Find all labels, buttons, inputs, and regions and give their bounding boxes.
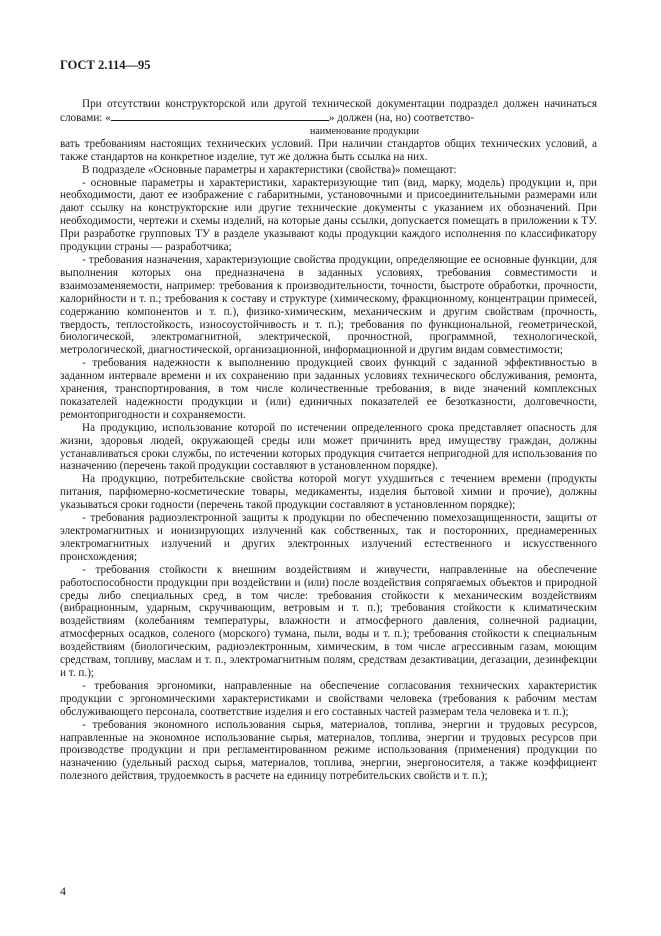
paragraph: - требования надежности к выполнению продукцией своих функций с заданной эффективностью в заданном интервале времени и их сохранению при заданных условиях технического обслуживания, ремонта, хранения, транспортирования, в том числе количественные требования, в виде значений комплексных показателей надежности продукции и (или) единичных показателей ее безотказности, долговечности, ремонтопригодности и сохраняемости. bbox=[60, 357, 597, 421]
paragraph: - требования стойкости к внешним воздействиям и живучести, направленные на обеспечение работоспособности продукции при воздействии и (или) после воздействия сопрягаемых объектов и природной среды либо специальных сред, в том числе: требования стойкости к механическим воздействиям (вибрационным, ударным, скручивающим, ветровым и т. п.); требования стойкости к климатическим воздействиям (колебаниям температуры, влажности и атмосферного давления, солнечной радиации, атмосферных осадков, соленого (морского) тумана, пыли, воды и т. п.); требования стойкости к специальным воздействиям (биологическим, радиоэлектронным, химическим, в том числе агрессивным газам, моющим средствам, топливу, маслам и т. п., электромагнитным полям, средствам дезактивации, дегазации, дезинфекции и т. п.); bbox=[60, 563, 597, 679]
document-header: ГОСТ 2.114—95 bbox=[60, 58, 151, 72]
page-number: 4 bbox=[60, 884, 66, 898]
paragraph-intro-cont: вать требованиям настоящих технических условий. При наличии стандартов общих технических условий, а также стандартов на конкретное изделие, тут же должна быть ссылка на них. bbox=[60, 137, 597, 163]
paragraph: В подразделе «Основные параметры и характеристики (свойства)» помещают: bbox=[82, 163, 457, 176]
paragraph: - требования эргономики, направленные на обеспечение согласования технических характеристик продукции с эргономическими характеристиками и свойствами человека (требования к рабочим местам обслуживающего персонала, соответствие изделия и его составных частей размерам тела человека и т. п.); bbox=[60, 679, 597, 718]
paragraph: - требования назначения, характеризующие свойства продукции, определяющие ее основные функции, для выполнения которых она предназначена в заданных условиях, требования совместимости и взаимозаменяемости, например: требования к производительности, точности, быстроте обработки, прочности, калорийности и т. п.; требования к составу и структуре (химическому, фракционному, концентрации примесей, содержанию компонентов и т. п.), физико-химическим, механическим и другим свойствам (прочность, твердость, теплостойкость, износоустойчивость и т. п.); требования по функциональной, геометрической, биологической, электромагнитной, электрической, прочностной, программной, технологической, метрологической, диагностической, организационной, информационной и другим видам совместимости; bbox=[60, 253, 597, 357]
paragraph-text: должен (на, но) соответство- bbox=[337, 111, 475, 124]
paragraph: На продукцию, потребительские свойства которой могут ухудшиться с течением времени (продукты питания, парфюмерно-косметические товары, медикаменты, изделия бытовой химии и прочие), должны указываться сроки годности (перечень такой продукции составляют в установленном порядке); bbox=[60, 473, 597, 512]
paragraph-intro: При отсутствии конструкторской или другой технической документации подраздел должен начинаться словами: « » должен (на, но) соответство- наименование продукции bbox=[60, 98, 597, 137]
paragraph: На продукцию, использование которой по истечении определенного срока представляет опасность для жизни, здоровья людей, окружающей среды или может причинить вред имуществу граждан, должны устанавливаться сроки службы, по истечении которых продукция считается непригодной для использования по назначению (перечень такой продукции составляют в установленном порядке). bbox=[60, 421, 597, 473]
document-body bbox=[60, 98, 597, 783]
paragraph-text: При отсутствии конструкторской или другой технической документации подраздел должен начинаться словами: « bbox=[60, 98, 597, 124]
paragraph: - основные параметры и характеристики, характеризующие тип (вид, марку, модель) продукции и, при необходимости, дают ее изображение с габаритными, установочными и присоединительными размерами или дают ссылку на конструкторские или другие технические документы с указанием их обозначений. При необходимости, чертежи и схемы изделий, на которые даны ссылки, допускается помещать в приложении к ТУ. При разработке групповых ТУ в разделе указывают коды продукции каждого исполнения по классификатору продукции страны — разработчика; bbox=[60, 176, 597, 254]
fill-in-blank bbox=[111, 111, 329, 121]
blank-caption: наименование продукции bbox=[310, 125, 419, 137]
paragraph: - требования радиоэлектронной защиты к продукции по обеспечению помехозащищенности, защиты от электромагнитных и ионизирующих излучений как собственных, так и посторонних, преднамеренных электромагнитных излучений и других электронных излучений естественного и искусственного происхождения; bbox=[60, 512, 597, 563]
paragraph: - требования экономного использования сырья, материалов, топлива, энергии и трудовых ресурсов, направленные на экономное использование сырья, материалов, топлива, энергии и трудовых ресурсов при производстве продукции и при регламентированном режиме использования (применения) продукции по назначению (удельный расход сырья, материалов, топлива, энергии, энергоносителя, а также коэффициент полезного действия, трудоемкость в расчете на единицу потребительских свойств и т. п.); bbox=[60, 718, 597, 783]
